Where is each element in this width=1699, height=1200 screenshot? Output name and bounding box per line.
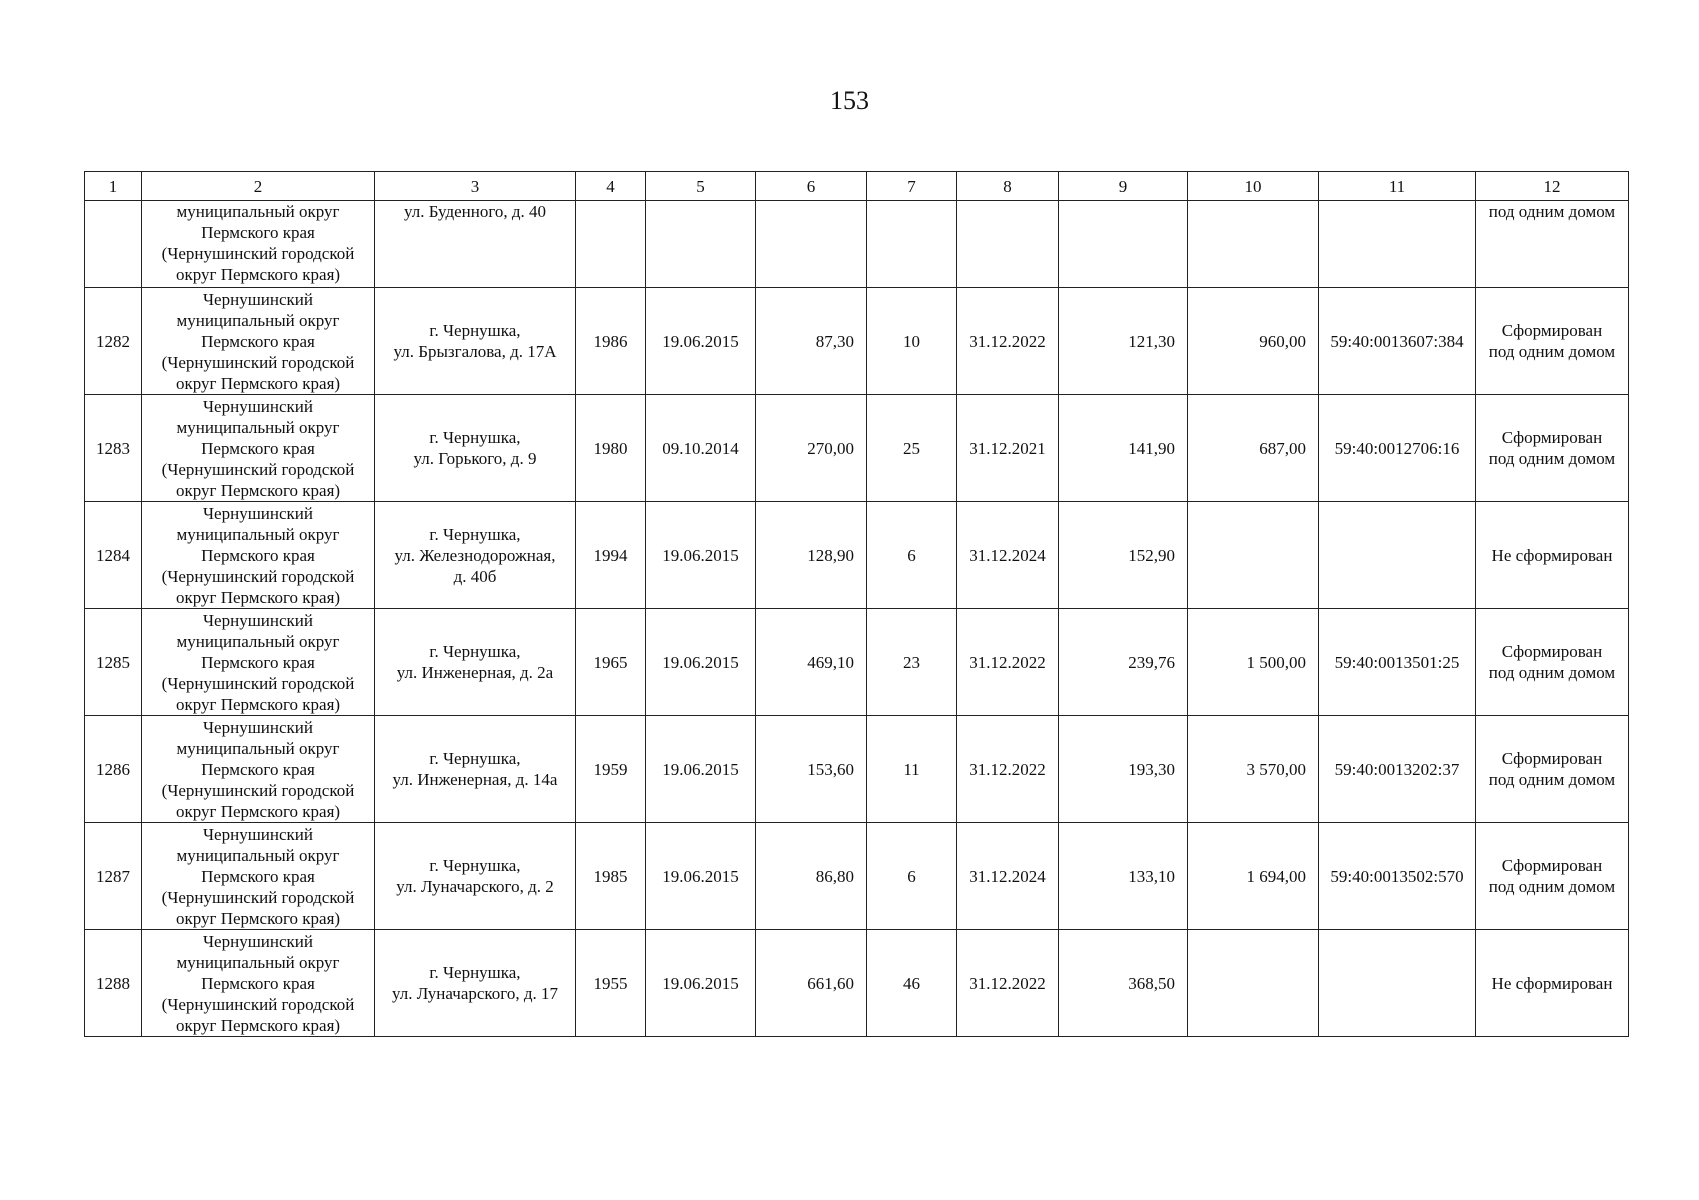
row-number-cell: 1288 [85,930,142,1037]
address-cell [375,201,576,288]
column-header: 12 [1476,172,1629,201]
address-cell [375,609,576,716]
table-row [85,609,1629,716]
address-cell [375,930,576,1037]
residents-cell: 6 [867,502,957,609]
value9-cell: 141,90 [1059,395,1188,502]
municipality-line: Пермского края [201,866,315,886]
year-cell: 1959 [576,716,646,823]
municipality-cell [142,395,375,502]
row-number-cell: 1287 [85,823,142,930]
municipality-cell [142,823,375,930]
status-cell [1476,930,1629,1037]
value10-cell: 687,00 [1188,395,1319,502]
municipality-line: (Чернушинский городской [161,887,355,907]
residents-cell: 11 [867,716,957,823]
status-line: под одним домом [1488,449,1616,468]
deadline-cell: 31.12.2022 [957,930,1059,1037]
status-cell [1476,395,1629,502]
table-row [85,930,1629,1037]
residents-cell: 23 [867,609,957,716]
cadastral-cell [1319,930,1476,1037]
status-line: Не сформирован [1491,545,1613,565]
year-cell: 1965 [576,609,646,716]
value10-cell [1188,930,1319,1037]
column-header: 2 [142,172,375,201]
municipality-line: (Чернушинский городской [161,352,355,372]
municipality-line: округ Пермского края) [175,265,341,284]
table-row [85,395,1629,502]
value10-cell: 1 694,00 [1188,823,1319,930]
area-cell: 469,10 [756,609,867,716]
column-header: 8 [957,172,1059,201]
address-line: г. Чернушка, [429,428,521,447]
cadastral-cell: 59:40:0013202:37 [1319,716,1476,823]
status-cell [1476,288,1629,395]
municipality-line: Пермского края [201,973,315,993]
municipality-line: муниципальный округ [176,202,340,221]
area-cell: 153,60 [756,716,867,823]
status-cell [1476,502,1629,609]
date-cell: 19.06.2015 [646,502,756,609]
column-header: 9 [1059,172,1188,201]
municipality-line: Чернушинский [203,610,313,630]
value9-cell: 121,30 [1059,288,1188,395]
value10-cell: 3 570,00 [1188,716,1319,823]
municipality-line: округ Пермского края) [175,1015,341,1035]
table-row [85,502,1629,609]
value9-cell: 152,90 [1059,502,1188,609]
municipality-line: муниципальный округ [176,631,340,651]
address-line: г. Чернушка, [429,524,521,544]
value10-cell: 1 500,00 [1188,609,1319,716]
value9-cell: 193,30 [1059,716,1188,823]
page-number: 153 [830,86,869,115]
row-number-cell: 1286 [85,716,142,823]
area-cell [756,201,867,288]
date-cell [646,201,756,288]
address-line: ул. Горького, д. 9 [413,449,537,468]
area-cell: 86,80 [756,823,867,930]
address-line: г. Чернушка, [429,963,521,982]
municipality-line: Чернушинский [203,396,313,416]
year-cell: 1980 [576,395,646,502]
value9-cell: 133,10 [1059,823,1188,930]
date-cell: 19.06.2015 [646,609,756,716]
municipality-line: Пермского края [201,545,315,565]
deadline-cell: 31.12.2021 [957,395,1059,502]
municipality-line: округ Пермского края) [175,801,341,821]
cadastral-cell [1319,502,1476,609]
year-cell [576,201,646,288]
municipality-line: округ Пермского края) [175,480,341,500]
status-line: Сформирован [1501,749,1603,768]
row-number-cell: 1282 [85,288,142,395]
year-cell: 1955 [576,930,646,1037]
continued-table-row [85,201,1629,288]
year-cell: 1986 [576,288,646,395]
deadline-cell: 31.12.2022 [957,609,1059,716]
status-line: Сформирован [1501,428,1603,447]
row-number-cell: 1283 [85,395,142,502]
column-header: 10 [1188,172,1319,201]
address-line: ул. Луначарского, д. 17 [391,984,559,1003]
column-header: 5 [646,172,756,201]
address-cell [375,716,576,823]
deadline-cell: 31.12.2024 [957,823,1059,930]
value10-cell [1188,502,1319,609]
address-cell [375,395,576,502]
municipality-line: муниципальный округ [176,417,340,437]
table-body [85,201,1629,1037]
area-cell: 661,60 [756,930,867,1037]
value9-cell: 368,50 [1059,930,1188,1037]
municipality-line: (Чернушинский городской [161,994,355,1014]
address-line: ул. Инженерная, д. 2а [396,663,554,682]
municipality-cell [142,930,375,1037]
status-line: Сформирован [1501,856,1603,875]
column-number-row [85,172,1629,201]
address-line: ул. Луначарского, д. 2 [396,877,554,896]
municipality-line: Чернушинский [203,824,313,844]
address-cell [375,823,576,930]
date-cell: 19.06.2015 [646,823,756,930]
column-header: 6 [756,172,867,201]
value10-cell: 960,00 [1188,288,1319,395]
status-line: под одним домом [1488,663,1616,682]
municipality-line: Пермского края [201,438,315,458]
cadastral-cell: 59:40:0012706:16 [1319,395,1476,502]
address-line: ул. Железнодорожная, [394,545,556,565]
date-cell: 19.06.2015 [646,288,756,395]
residents-cell: 10 [867,288,957,395]
municipality-line: (Чернушинский городской [161,459,355,479]
address-line: г. Чернушка, [429,321,521,340]
municipality-line: округ Пермского края) [175,373,341,393]
municipality-cell [142,716,375,823]
address-line: г. Чернушка, [429,749,521,768]
cadastral-cell: 59:40:0013607:384 [1319,288,1476,395]
date-cell: 19.06.2015 [646,716,756,823]
date-cell: 09.10.2014 [646,395,756,502]
residents-cell: 25 [867,395,957,502]
year-cell: 1994 [576,502,646,609]
municipality-line: Пермского края [201,759,315,779]
municipality-cell [142,502,375,609]
cadastral-cell: 59:40:0013502:570 [1319,823,1476,930]
table-header [85,172,1629,201]
residents-cell: 6 [867,823,957,930]
address-line: ул. Инженерная, д. 14а [392,770,558,789]
municipality-cell [142,201,375,288]
row-number-cell: 1284 [85,502,142,609]
municipality-line: Пермского края [201,223,315,242]
municipality-line: (Чернушинский городской [161,566,355,586]
deadline-cell: 31.12.2022 [957,716,1059,823]
municipality-line: Пермского края [201,331,315,351]
municipality-line: (Чернушинский городской [161,780,355,800]
address-line: ул. Буденного, д. 40 [403,202,547,221]
status-line: Сформирован [1501,642,1603,661]
status-line: под одним домом [1488,202,1616,221]
area-cell: 270,00 [756,395,867,502]
deadline-cell: 31.12.2024 [957,502,1059,609]
municipality-line: округ Пермского края) [175,694,341,714]
area-cell: 128,90 [756,502,867,609]
column-header: 7 [867,172,957,201]
status-cell [1476,716,1629,823]
row-number-cell [85,201,142,288]
municipality-line: (Чернушинский городской [161,244,355,263]
municipality-line: муниципальный округ [176,845,340,865]
value9-cell [1059,201,1188,288]
cadastral-cell [1319,201,1476,288]
municipality-line: округ Пермского края) [175,908,341,928]
table-row [85,823,1629,930]
column-header: 11 [1319,172,1476,201]
municipality-line: (Чернушинский городской [161,673,355,693]
municipality-line: муниципальный округ [176,524,340,544]
address-cell [375,502,576,609]
table-row [85,288,1629,395]
municipality-cell [142,609,375,716]
address-line: г. Чернушка, [429,856,521,875]
municipality-line: Пермского края [201,652,315,672]
housing-registry-table [84,171,1629,1037]
status-line: Не сформирован [1491,973,1613,993]
cadastral-cell: 59:40:0013501:25 [1319,609,1476,716]
municipality-cell [142,288,375,395]
column-header: 4 [576,172,646,201]
table-row [85,716,1629,823]
row-number-cell: 1285 [85,609,142,716]
residents-cell [867,201,957,288]
residents-cell: 46 [867,930,957,1037]
column-header: 3 [375,172,576,201]
municipality-line: муниципальный округ [176,738,340,758]
status-cell [1476,823,1629,930]
municipality-line: Чернушинский [203,503,313,523]
address-line: ул. Брызгалова, д. 17А [393,342,557,361]
status-line: Сформирован [1501,321,1603,340]
year-cell: 1985 [576,823,646,930]
date-cell: 19.06.2015 [646,930,756,1037]
municipality-line: Чернушинский [203,717,313,737]
municipality-line: Чернушинский [203,289,313,309]
address-line: г. Чернушка, [429,642,521,661]
value9-cell: 239,76 [1059,609,1188,716]
address-line: д. 40б [453,566,497,586]
status-cell [1476,201,1629,288]
column-header: 1 [85,172,142,201]
status-line: под одним домом [1488,877,1616,896]
municipality-line: муниципальный округ [176,952,340,972]
area-cell: 87,30 [756,288,867,395]
municipality-line: муниципальный округ [176,310,340,330]
municipality-line: Чернушинский [203,931,313,951]
value10-cell [1188,201,1319,288]
status-line: под одним домом [1488,770,1616,789]
deadline-cell: 31.12.2022 [957,288,1059,395]
deadline-cell [957,201,1059,288]
address-cell [375,288,576,395]
status-line: под одним домом [1488,342,1616,361]
status-cell [1476,609,1629,716]
municipality-line: округ Пермского края) [175,587,341,607]
